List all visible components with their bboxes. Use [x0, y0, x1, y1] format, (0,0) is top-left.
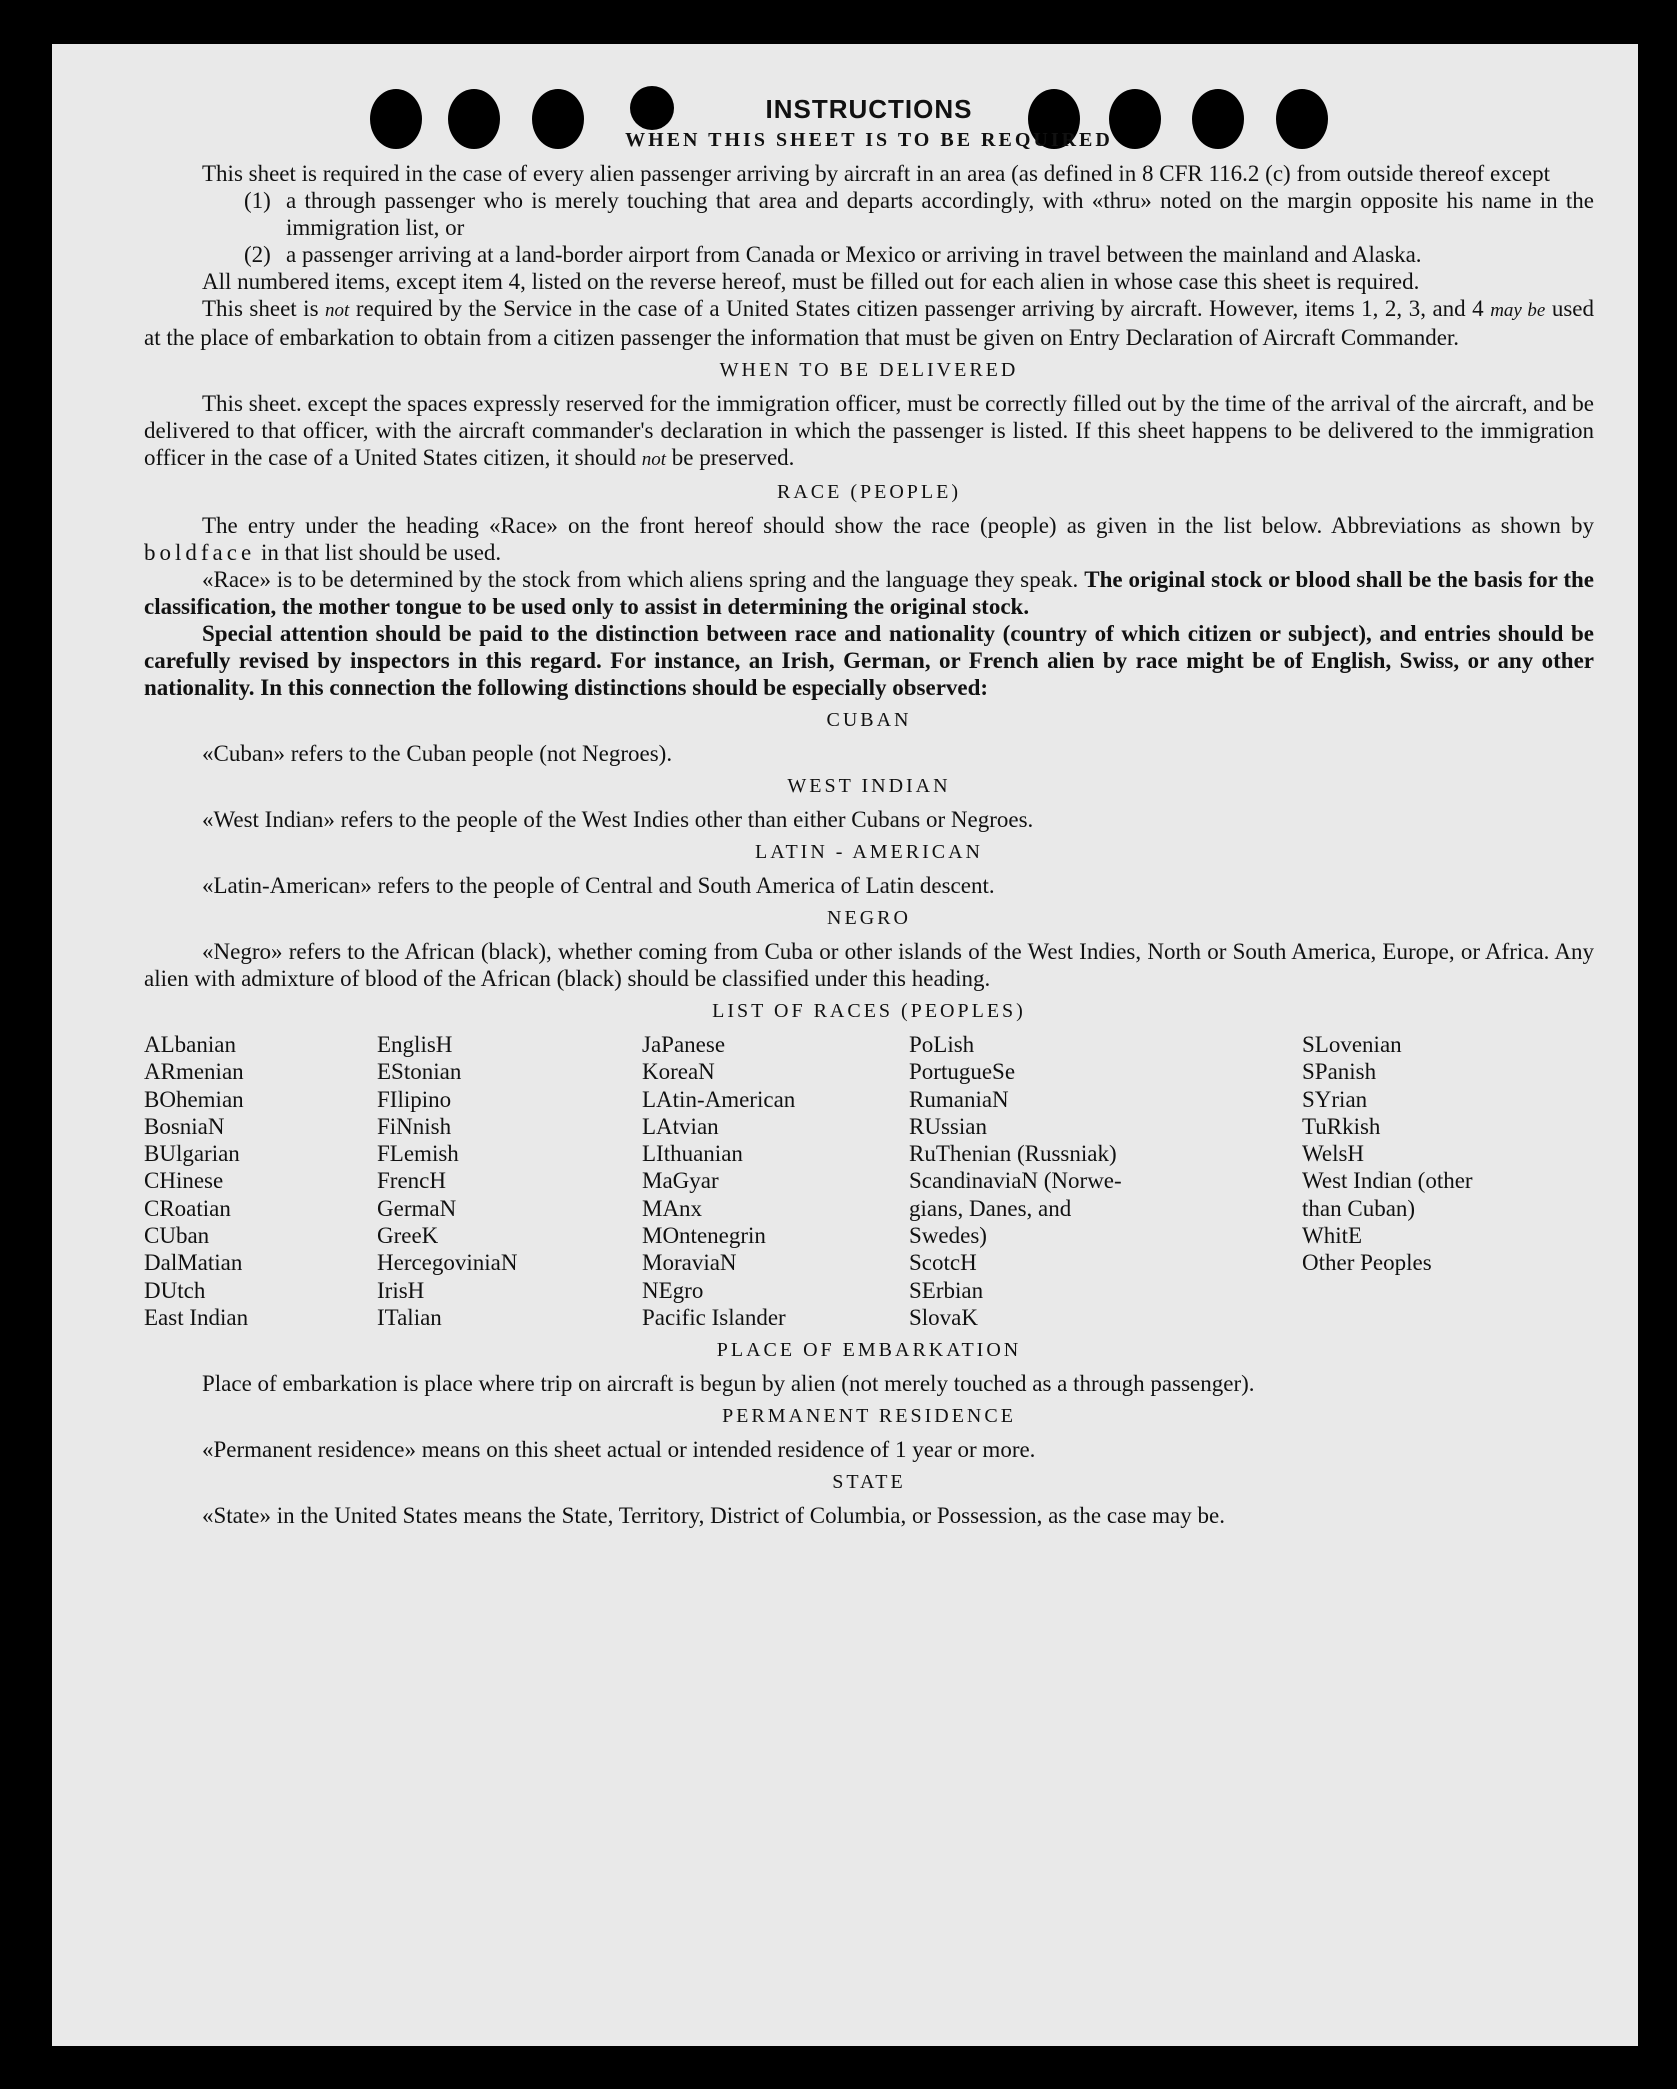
- instructions-content: [144, 94, 1594, 1529]
- race-entry: LIthuanian: [642, 1141, 743, 1167]
- page-title: INSTRUCTIONS: [765, 94, 973, 124]
- race-entry: West Indian (other than Cuban): [1302, 1168, 1473, 1221]
- race-entry: BosniaN: [144, 1113, 225, 1139]
- section-heading-delivered: WHEN TO BE DELIVERED: [719, 359, 1019, 381]
- west-indian-paragraph: «West Indian» refers to the people of the West Indies other than either Cubans or Negroes.: [202, 807, 1034, 832]
- race-entry: East Indian: [144, 1304, 249, 1330]
- race-entry: SPanish: [1302, 1059, 1377, 1085]
- residence-paragraph: «Permanent residence» means on this sheet actual or intended residence of 1 year or more.: [202, 1437, 1036, 1463]
- race-entry: ScandinaviaN (Norwe- gians, Danes, and Swedes): [909, 1168, 1122, 1249]
- section-heading-race: RACE (PEOPLE): [777, 481, 961, 503]
- section-heading-required: WHEN THIS SHEET IS TO BE REQUIRED: [625, 129, 1113, 151]
- emphasis-not: not: [641, 449, 667, 470]
- exception-item: [244, 187, 1594, 241]
- section-heading-west-indian: WEST INDIAN: [787, 775, 951, 797]
- race-column: [909, 1031, 1302, 1331]
- race-entry: LAtvian: [642, 1113, 719, 1139]
- race-entry: EnglisH: [377, 1032, 453, 1057]
- race-entry: GermaN: [377, 1195, 457, 1221]
- cuban-paragraph: «Cuban» refers to the Cuban people (not Negroes).: [202, 741, 673, 766]
- race-entry: FIlipino: [377, 1086, 452, 1112]
- boldface-word: boldface: [144, 540, 256, 565]
- race-entry: MaGyar: [642, 1168, 719, 1194]
- section-heading-embarkation: PLACE OF EMBARKATION: [716, 1339, 1022, 1362]
- race-entry: EStonian: [377, 1059, 462, 1085]
- race-entry: CUban: [144, 1223, 210, 1249]
- emphasis-may-be: may be: [1490, 300, 1546, 321]
- exception-text: a through passenger who is merely touching that area and departs accordingly, with «thru» noted on the margin opposite his name in the immigration list, or: [286, 188, 1594, 240]
- race-entry: ALbanian: [144, 1032, 236, 1057]
- race-entry: MoraviaN: [642, 1250, 737, 1276]
- section-heading-latin-american: LATIN - AMERICAN: [755, 841, 983, 863]
- race-entry: LAtin-American: [642, 1086, 796, 1112]
- race-entry: SErbian: [909, 1277, 984, 1303]
- race-entry: ARmenian: [144, 1059, 244, 1085]
- race-entry: Other Peoples: [1302, 1250, 1432, 1276]
- negro-paragraph: «Negro» refers to the African (black), whether coming from Cuba or other islands of the West Indies, North or South America, Europe, or Africa. Any alien with admixture of blood of the African (black) should be classified under this heading.: [144, 939, 1594, 991]
- race-nationality-paragraph: Special attention should be paid to the distinction between race and nationality (country of which citizen or subject), and entries should be carefully revised by inspectors in this regard. For instance, an Irish, German, or French alien by race might be of English, Swiss, or any other nationality. In this connection the following distinctions should be especially observed:: [144, 621, 1594, 700]
- race-entry: FLemish: [377, 1141, 459, 1167]
- exception-item: [244, 241, 1594, 268]
- race-entry: BOhemian: [144, 1086, 244, 1112]
- document-sheet: [52, 44, 1638, 2046]
- delivered-paragraph: This sheet. except the spaces expressly reserved for the immigration officer, must be correctly filled out by the time of the arrival of the aircraft, and be delivered to that officer, with the aircraft commander's declaration in which the passenger is listed. If this sheet happens to be delivered to the immigration officer in the case of a United States citizen, it should not be preserved.: [144, 391, 1594, 470]
- exception-text: a passenger arriving at a land-border airport from Canada or Mexico or arriving in travel between the mainland and Alaska.: [286, 242, 1422, 267]
- race-entry: JaPanese: [642, 1032, 726, 1057]
- race-entry: BUlgarian: [144, 1141, 240, 1167]
- race-entry: FrencH: [377, 1168, 446, 1194]
- section-heading-cuban: CUBAN: [826, 709, 912, 731]
- race-entry: CHinese: [144, 1168, 224, 1194]
- race-entry: DUtch: [144, 1277, 206, 1303]
- race-entry: KoreaN: [642, 1059, 715, 1085]
- race-entry: IrisH: [377, 1277, 425, 1303]
- race-entry: TuRkish: [1302, 1113, 1381, 1139]
- race-paragraph: The entry under the heading «Race» on the front hereof should show the race (people) as given in the list below. Abbreviations as shown by boldface in that list should be used.: [144, 513, 1594, 565]
- race-entry: GreeK: [377, 1223, 439, 1249]
- section-heading-residence: PERMANENT RESIDENCE: [722, 1405, 1016, 1428]
- race-entry: NEgro: [642, 1277, 704, 1303]
- race-entry: RUssian: [909, 1113, 987, 1139]
- race-column: [144, 1031, 377, 1331]
- race-entry: WhitE: [1302, 1223, 1363, 1249]
- race-entry: HercegoviniaN: [377, 1250, 518, 1276]
- race-entry: FiNnish: [377, 1113, 452, 1139]
- race-entry: SYrian: [1302, 1086, 1368, 1112]
- race-entry: ITalian: [377, 1304, 442, 1330]
- race-entry: CRoatian: [144, 1195, 231, 1221]
- race-entry: ScotcH: [909, 1250, 977, 1276]
- exception-number: (2): [244, 242, 271, 267]
- race-entry: PoLish: [909, 1032, 975, 1057]
- section-heading-list-of-races: LIST OF RACES (PEOPLES): [712, 1000, 1026, 1022]
- race-entry: PortugueSe: [909, 1059, 1016, 1085]
- intro-paragraph: This sheet is required in the case of every alien passenger arriving by aircraft in an area (as defined in 8 CFR 116.2 (c) from outside thereof except: [202, 161, 1550, 186]
- race-entry: RumaniaN: [909, 1086, 1009, 1112]
- race-entry: MOntenegrin: [642, 1223, 766, 1249]
- race-entry: DalMatian: [144, 1250, 243, 1276]
- race-entry: MAnx: [642, 1195, 703, 1221]
- numbered-items-paragraph: All numbered items, except item 4, listed on the reverse hereof, must be filled out for each alien in whose case this sheet is required.: [202, 269, 1420, 294]
- race-entry: WelsH: [1302, 1141, 1365, 1167]
- state-paragraph: «State» in the United States means the State, Territory, District of Columbia, or Possession, as the case may be.: [202, 1503, 1225, 1529]
- race-entry: SLovenian: [1302, 1032, 1402, 1057]
- section-heading-negro: NEGRO: [827, 907, 911, 929]
- emphasis-not: not: [325, 300, 350, 321]
- exception-number: (1): [244, 188, 271, 213]
- race-entry: Pacific Islander: [642, 1304, 786, 1330]
- race-list: [144, 1031, 1594, 1331]
- embarkation-paragraph: Place of embarkation is place where trip on aircraft is begun by alien (not merely touched as a through passenger).: [202, 1371, 1255, 1397]
- section-heading-state: STATE: [832, 1471, 906, 1494]
- race-column: [377, 1031, 642, 1331]
- race-entry: RuThenian (Russniak): [909, 1141, 1117, 1167]
- race-column: [642, 1031, 909, 1331]
- race-column: [1302, 1031, 1542, 1331]
- race-stock-paragraph: «Race» is to be determined by the stock from which aliens spring and the language they speak. The original stock or blood shall be the basis for the classification, the mother tongue to be used only to assist in determining the original stock.: [144, 567, 1594, 619]
- latin-american-paragraph: «Latin-American» refers to the people of Central and South America of Latin descent.: [202, 873, 995, 898]
- race-entry: SlovaK: [909, 1304, 978, 1330]
- citizen-paragraph: This sheet is not required by the Service in the case of a United States citizen passenger arriving by aircraft. However, items 1, 2, 3, and 4 may be used at the place of embarkation to obtain from a citizen passenger the information that must be given on Entry Declaration of Aircraft Commander.: [144, 296, 1594, 350]
